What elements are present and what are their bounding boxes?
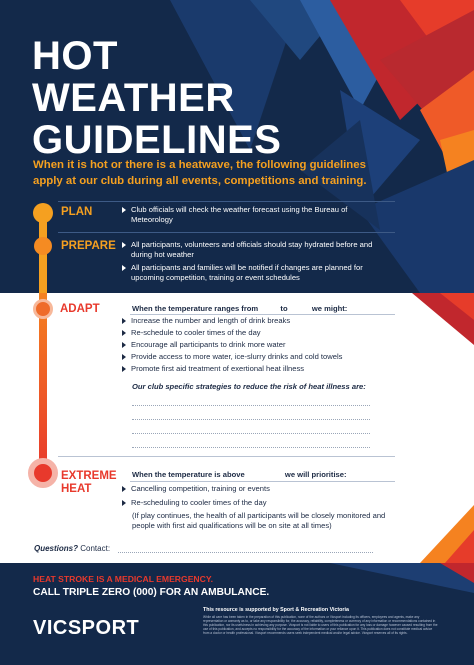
divider	[130, 314, 395, 315]
adapt-lead-2: to	[280, 304, 288, 313]
writing-line[interactable]	[132, 405, 370, 406]
adapt-list	[122, 316, 397, 374]
writing-line[interactable]	[132, 447, 370, 448]
extreme-item: Cancelling competition, training or events	[122, 484, 397, 494]
ambulance-call: CALL TRIPLE ZERO (000) FOR AN AMBULANCE.	[33, 587, 270, 598]
questions-label: Questions?	[34, 544, 79, 553]
extreme-lead-2: we will prioritise:	[284, 470, 347, 479]
adapt-lead-3: we might:	[311, 304, 348, 313]
divider	[58, 456, 395, 457]
adapt-lead-1: When the temperature ranges from	[132, 304, 259, 313]
plan-item: Club officials will check the weather forecast using the Bureau of Meteorology	[122, 205, 372, 224]
extreme-label-line: EXTREME	[61, 470, 117, 482]
contact-line[interactable]	[118, 552, 373, 553]
extreme-item: Re-scheduling to cooler times of the day	[122, 498, 397, 508]
writing-line[interactable]	[132, 419, 370, 420]
title-line: GUIDELINES	[32, 118, 282, 162]
timeline-bar-bottom	[39, 293, 47, 473]
divider	[130, 481, 395, 482]
writing-line[interactable]	[132, 433, 370, 434]
extreme-dot	[28, 458, 58, 488]
extreme-heat-label	[61, 470, 117, 496]
prepare-list	[122, 240, 387, 282]
plan-dot	[33, 203, 53, 223]
plan-list	[122, 205, 372, 224]
prepare-item: All participants and families will be notified if changes are planned for upcoming competition, training or event schedules	[122, 263, 387, 282]
extreme-lead-1: When the temperature is above	[132, 470, 245, 479]
disclaimer: While all care has been taken in the preparation of this publication, none of the authors or Vicsport including its officers, employees and agents, make any representation or warranty as to, or take any responsibility for, the accuracy, reliability, completeness or currency of any information or recommendations contained in this publication, nor its usefulness in achieving any purpose. Vicsport is not liable to users of this publication for any loss or damage however caused resulting from the use of this publication, and accepts no responsibility for the accuracy of the information or your reliance upon it. This publication does not constitute medical advice from a doctor or health professional. Vicsport recommends users seek independent medical and/or legal advice. Vicsport reserves all of its rights.	[203, 615, 438, 636]
extreme-note: (If play continues, the health of all participants will be closely monitored and people with first aid qualifications will be on site at all times)	[132, 511, 386, 530]
prepare-item: All participants, volunteers and officials should stay hydrated before and during hot weather	[122, 240, 387, 259]
adapt-item: Promote first aid treatment of exertional heat illness	[122, 364, 397, 374]
title-line: WEATHER	[32, 76, 235, 120]
prepare-dot	[34, 237, 52, 255]
extreme-label-line: HEAT	[61, 483, 92, 495]
adapt-item: Provide access to more water, ice-slurry drinks and cold towels	[122, 352, 397, 362]
adapt-label: ADAPT	[60, 303, 100, 315]
extreme-lead	[132, 470, 402, 480]
prepare-label: PREPARE	[61, 240, 116, 252]
plan-label: PLAN	[61, 206, 93, 218]
contact-label: Contact:	[80, 544, 111, 553]
club-strategies-prompt: Our club specific strategies to reduce the risk of heat illness are:	[132, 382, 366, 391]
adapt-dot	[33, 299, 53, 319]
emergency-warning: HEAT STROKE IS A MEDICAL EMERGENCY.	[33, 574, 214, 584]
intro-text: When it is hot or there is a heatwave, the following guidelines apply at our club during all events, competitions and training.	[33, 159, 367, 187]
support-statement: This resource is supported by Sport & Recreation Victoria	[203, 607, 349, 613]
adapt-lead	[132, 304, 402, 314]
adapt-item: Increase the number and length of drink breaks	[122, 316, 397, 326]
vicsport-logo: VICSPORT	[33, 617, 140, 639]
title-line: HOT	[32, 34, 118, 78]
extreme-list	[122, 484, 397, 507]
adapt-item: Re-schedule to cooler times of the day	[122, 328, 397, 338]
adapt-item: Encourage all participants to drink more water	[122, 340, 397, 350]
